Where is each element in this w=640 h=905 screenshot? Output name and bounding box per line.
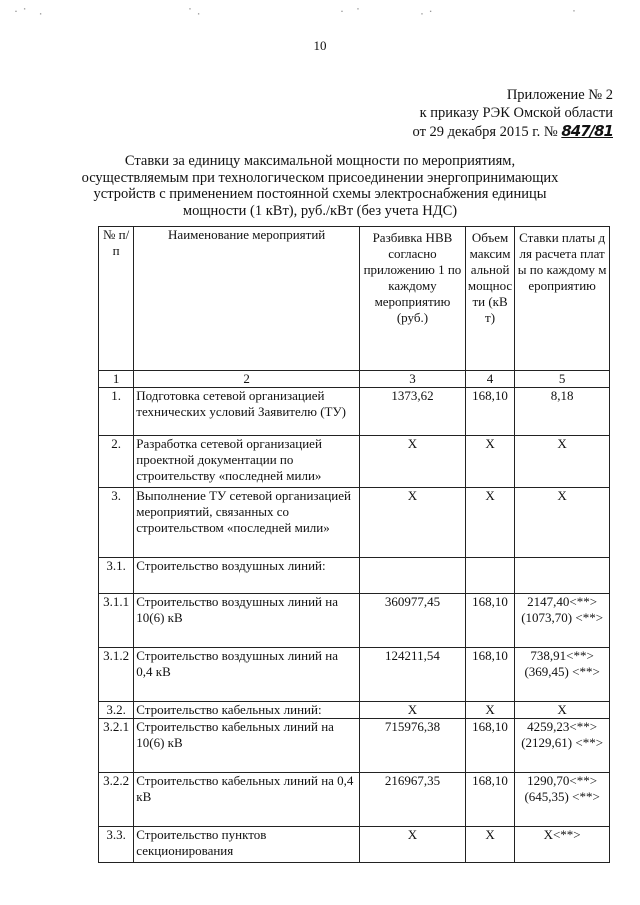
- table-row: [99, 488, 610, 558]
- row-power: Х: [465, 488, 514, 558]
- index-cell: 3: [360, 371, 466, 388]
- row-name: Строительство воздушных линий:: [134, 558, 360, 594]
- page-number: 10: [313, 38, 327, 53]
- row-num: 3.: [99, 488, 134, 558]
- row-num: 3.2.: [99, 702, 134, 719]
- table-header-row: [99, 227, 610, 371]
- title-line-3: устройств с применением постоянной схемы электроснабжения единицы: [93, 186, 547, 202]
- row-nvv: 124211,54: [360, 648, 466, 702]
- row-name: Подготовка сетевой организацией технических условий Заявителю (ТУ): [134, 388, 360, 436]
- row-rate: 8,18: [515, 388, 610, 436]
- table-row: [99, 719, 610, 773]
- row-rate: [515, 558, 610, 594]
- row-power: 168,10: [465, 773, 514, 827]
- row-power: Х: [465, 827, 514, 863]
- row-name: Выполнение ТУ сетевой организацией мероприятий, связанных со строительством «последней мили»: [134, 488, 360, 558]
- scan-speck: ⠂⠁ ⠄: [14, 8, 48, 18]
- row-power: 168,10: [465, 388, 514, 436]
- row-name: Строительство кабельных линий на 10(6) кВ: [134, 719, 360, 773]
- scan-speck: ⠁: [572, 10, 581, 20]
- row-num: 3.3.: [99, 827, 134, 863]
- row-num: 3.1.: [99, 558, 134, 594]
- row-name: Строительство пунктов секционирования: [134, 827, 360, 863]
- row-num: 1.: [99, 388, 134, 436]
- row-nvv: 216967,35: [360, 773, 466, 827]
- title-line-2: осуществляемым при технологическом присоединении энергопринимающих: [81, 169, 559, 186]
- row-num: 3.2.1: [99, 719, 134, 773]
- rates-table: [98, 226, 610, 863]
- scan-speck: ⠂ ⠁: [340, 8, 365, 18]
- row-rate: Х<**>: [515, 827, 610, 863]
- row-name: Строительство воздушных линий на 10(6) кВ: [134, 594, 360, 648]
- header-num: № п/п: [99, 227, 134, 371]
- document-title: [60, 153, 580, 219]
- row-rate: 1290,70<**> (645,35) <**>: [515, 773, 610, 827]
- row-num: 3.1.2: [99, 648, 134, 702]
- table-row: [99, 648, 610, 702]
- title-line-4: мощности (1 кВт), руб./кВт (без учета НДС): [182, 202, 458, 219]
- header-name: Наименование мероприятий: [134, 227, 360, 371]
- table-index-row: [99, 371, 610, 388]
- row-name: Строительство воздушных линий на 0,4 кВ: [134, 648, 360, 702]
- row-rate: Х: [515, 436, 610, 488]
- row-nvv: Х: [360, 436, 466, 488]
- row-rate: Х: [515, 702, 610, 719]
- row-nvv: 715976,38: [360, 719, 466, 773]
- header-rate: Ставки платы для расчета платы по каждому мероприятию: [515, 227, 610, 371]
- table-row: [99, 702, 610, 719]
- row-rate: 738,91<**> (369,45) <**>: [515, 648, 610, 702]
- index-cell: 5: [515, 371, 610, 388]
- row-nvv: Х: [360, 827, 466, 863]
- table-row: [99, 594, 610, 648]
- appendix-line-2: к приказу РЭК Омской области: [419, 105, 613, 121]
- row-power: 168,10: [465, 648, 514, 702]
- table-row: [99, 436, 610, 488]
- table-row: [99, 773, 610, 827]
- scan-speck: ⠄⠂: [420, 8, 438, 18]
- row-power: 168,10: [465, 594, 514, 648]
- index-cell: 4: [465, 371, 514, 388]
- row-nvv: 1373,62: [360, 388, 466, 436]
- table-row: [99, 388, 610, 436]
- row-power: [465, 558, 514, 594]
- header-nvv: Разбивка НВВ согласно приложению 1 по каждому мероприятию (руб.): [360, 227, 466, 371]
- row-rate: 4259,23<**> (2129,61) <**>: [515, 719, 610, 773]
- appendix-header: [413, 86, 613, 141]
- row-rate: 2147,40<**> (1073,70) <**>: [515, 594, 610, 648]
- row-num: 2.: [99, 436, 134, 488]
- appendix-line-1: Приложение № 2: [506, 87, 613, 103]
- scan-speck: ⠁⠄: [188, 8, 206, 18]
- row-power: Х: [465, 436, 514, 488]
- index-cell: 2: [134, 371, 360, 388]
- appendix-line-3: [413, 122, 613, 141]
- row-nvv: Х: [360, 702, 466, 719]
- row-nvv: [360, 558, 466, 594]
- row-power: Х: [465, 702, 514, 719]
- row-nvv: 360977,45: [360, 594, 466, 648]
- index-cell: 1: [99, 371, 134, 388]
- header-power: Объем максимальной мощности (кВт): [465, 227, 514, 371]
- row-num: 3.2.2: [99, 773, 134, 827]
- title-line-1: Ставки за единицу максимальной мощности по мероприятиям,: [124, 153, 516, 169]
- handwritten-order-number: 847/81: [561, 122, 613, 140]
- row-name: Строительство кабельных линий:: [134, 702, 360, 719]
- table-row: [99, 827, 610, 863]
- row-name: Разработка сетевой организацией проектной документации по строительству «последней мили»: [134, 436, 360, 488]
- table-row: [99, 558, 610, 594]
- row-rate: Х: [515, 488, 610, 558]
- row-num: 3.1.1: [99, 594, 134, 648]
- row-power: 168,10: [465, 719, 514, 773]
- row-nvv: Х: [360, 488, 466, 558]
- row-name: Строительство кабельных линий на 0,4 кВ: [134, 773, 360, 827]
- order-date: от 29 декабря 2015 г. №: [412, 124, 558, 140]
